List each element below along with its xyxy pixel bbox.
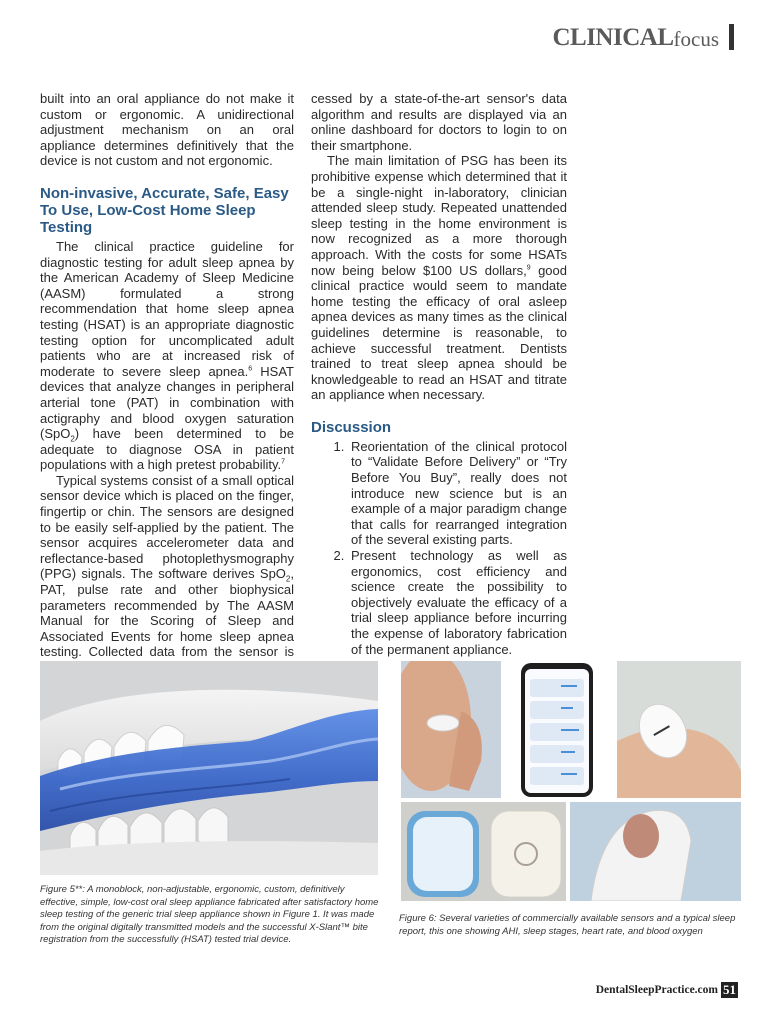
oral-appliance-illustration [40, 661, 378, 875]
left-column [40, 91, 294, 691]
paragraph: built into an oral appliance do not make it custom or ergonomic. A unidirectional adjustment mechanism on an oral appliance determines definitively that the device is not custom and not ergonomic. [40, 91, 294, 169]
section-title-bold: CLINICAL [552, 24, 674, 51]
section-title-light: focus [673, 27, 719, 51]
reference-marker: 9 [526, 264, 531, 272]
page-footer [596, 982, 738, 998]
figure-6-collage [401, 661, 741, 901]
paragraph: Typical systems consist of a small optical sensor device which is placed on the finger, fingertip or chin. The sensors are designed to be easily self-applied by the patient. The sensor acquires accelerometer data and reflectance-based photoplethysmography (PPG) signals. The software derives SpO$_2$, PAT, pulse rate and other biophysical parameters recommended by The AASM Manual for the Scoring of Sleep and Associated Events for home sleep apnea testing. Collected data from the sensor is [40, 472, 294, 660]
section-heading-discussion: Discussion [311, 418, 392, 436]
right-column [311, 91, 567, 657]
reference-marker: 6 [248, 365, 253, 373]
reference-marker: 7 [281, 458, 286, 466]
list-item: 1. Reorientation of the clinical protocol to “Validate Before Delivery” or “Try Before You Buy”, really does not introduce new science but is an example of a major paradigm change that calls for rearranged integration of the several existing parts. [348, 439, 567, 548]
figure-5-caption: Figure 5**: A monoblock, non-adjustable, ergonomic, custom, definitively effective, simple, low-cost oral sleep appliance fabricated after satisfactory home sleep testing of the generic trial sleep appliance shown in Figure 1. It was made from the original digitally transmitted models and the successful X-Slant™ bite registration from the successfully (HSAT) tested trial device. [40, 884, 379, 945]
section-heading-hsat: Non-invasive, Accurate, Safe, Easy To Use, Low-Cost Home Sleep Testing [40, 184, 289, 236]
header-bar [729, 24, 734, 50]
running-header [552, 20, 734, 52]
website-url: DentalSleepPractice.com [595, 984, 718, 996]
paragraph: The main limitation of PSG has been its prohibitive expense which determined that it be a single-night in-laboratory, clinician attended sleep study. Repeated unattended sleep testing in the home environment is now recognized as a more thorough approach. With the costs for some HSATs now being below $100 US dollars,$^9$ good clinical practice would seem to mandate home testing the efficacy of oral asleep apnea devices as many times as the clinical guidelines determine is reasonable, to achieve successful treatment. Dentists trained to treat sleep apnea should be knowledgeable to read an HSAT and titrate an appliance when necessary. [311, 153, 567, 403]
paragraph: The clinical practice guideline for diagnostic testing for adult sleep apnea by the American Academy of Sleep Medicine (AASM) formulated a strong recommendation that home sleep apnea testing (HSAT) is an appropriate diagnostic testing option for uncomplicated adult patients who are at increased risk of moderate to severe sleep apnea.$^6$ HSAT devices that analyze changes in peripheral arterial tone (PAT) in combination with actigraphy and blood oxygen saturation (SpO$_2$) have been determined to be adequate to diagnose OSA in patient populations with a high pretest probability.$^7$ [40, 238, 294, 473]
paragraph: cessed by a state-of-the-art sensor's data algorithm and results are displayed via an online dashboard for doctors to login to on their smartphone. [311, 91, 567, 153]
figure-6-caption: Figure 6: Several varieties of commercially available sensors and a typical sleep report, this one showing AHI, sleep stages, heart rate, and blood oxygen [399, 913, 736, 937]
page-number: 51 [723, 982, 736, 997]
figure-5-photo [40, 661, 378, 875]
list-item: 2. Present technology as well as ergonomics, cost efficiency and science create the possibility to objectively evaluate the efficacy of a trial sleep appliance before incurring the expense of laboratory fabrication of the permanent appliance. [348, 548, 567, 657]
sensor-photos-illustration [401, 661, 741, 901]
discussion-list [311, 439, 567, 657]
